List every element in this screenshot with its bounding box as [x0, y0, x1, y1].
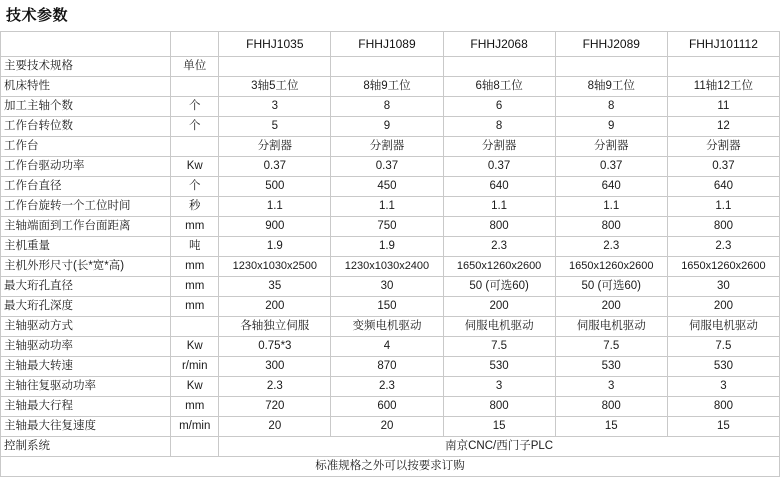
row-value: 530 [443, 357, 555, 377]
row-value: 1230x1030x2400 [331, 257, 443, 277]
row-value: 5 [219, 117, 331, 137]
row-unit [171, 317, 219, 337]
row-unit: 个 [171, 97, 219, 117]
table-row [1, 397, 780, 417]
row-value: 分割器 [555, 137, 667, 157]
row-label: 最大珩孔直径 [1, 277, 171, 297]
row-value: 800 [667, 397, 779, 417]
row-value: 30 [331, 277, 443, 297]
table-row [1, 257, 780, 277]
row-value: 伺服电机驱动 [667, 317, 779, 337]
row-value-merged: 南京CNC/西门子PLC [219, 437, 780, 457]
row-value: 8轴9工位 [331, 77, 443, 97]
row-value: 500 [219, 177, 331, 197]
row-value [555, 57, 667, 77]
row-value: 变频电机驱动 [331, 317, 443, 337]
header-blank-unit [171, 32, 219, 57]
row-value: 200 [555, 297, 667, 317]
row-value: 30 [667, 277, 779, 297]
row-value: 9 [331, 117, 443, 137]
row-unit: mm [171, 217, 219, 237]
row-value: 2.3 [555, 237, 667, 257]
row-value: 11轴12工位 [667, 77, 779, 97]
row-label: 主机外形尺寸(长*宽*高) [1, 257, 171, 277]
row-label: 工作台直径 [1, 177, 171, 197]
row-value: 720 [219, 397, 331, 417]
row-unit: mm [171, 277, 219, 297]
row-value: 2.3 [331, 377, 443, 397]
row-value: 870 [331, 357, 443, 377]
row-unit: Kw [171, 337, 219, 357]
row-value: 450 [331, 177, 443, 197]
row-value: 200 [443, 297, 555, 317]
row-value: 200 [219, 297, 331, 317]
row-value: 800 [443, 217, 555, 237]
row-unit: 吨 [171, 237, 219, 257]
row-value: 1.1 [219, 197, 331, 217]
row-value: 伺服电机驱动 [443, 317, 555, 337]
row-value: 7.5 [667, 337, 779, 357]
row-value: 1.1 [555, 197, 667, 217]
row-value: 640 [667, 177, 779, 197]
row-value: 1.1 [667, 197, 779, 217]
row-value: 1230x1030x2500 [219, 257, 331, 277]
row-value: 6 [443, 97, 555, 117]
row-label: 工作台驱动功率 [1, 157, 171, 177]
row-value: 分割器 [219, 137, 331, 157]
row-label: 主轴端面到工作台面距离 [1, 217, 171, 237]
row-value [331, 57, 443, 77]
table-row [1, 217, 780, 237]
row-label: 工作台旋转一个工位时间 [1, 197, 171, 217]
row-label: 主机重量 [1, 237, 171, 257]
row-value: 各轴独立伺服 [219, 317, 331, 337]
table-header-row [1, 32, 780, 57]
row-value: 530 [667, 357, 779, 377]
row-value: 11 [667, 97, 779, 117]
row-value: 0.75*3 [219, 337, 331, 357]
row-value: 分割器 [331, 137, 443, 157]
row-label: 主轴驱动方式 [1, 317, 171, 337]
header-model-1: FHHJ1035 [219, 32, 331, 57]
row-value: 3轴5工位 [219, 77, 331, 97]
row-value: 2.3 [443, 237, 555, 257]
row-value [219, 57, 331, 77]
header-model-4: FHHJ2089 [555, 32, 667, 57]
row-value: 15 [443, 417, 555, 437]
row-value: 800 [443, 397, 555, 417]
row-value: 750 [331, 217, 443, 237]
row-value [443, 57, 555, 77]
row-value: 8 [555, 97, 667, 117]
row-unit: m/min [171, 417, 219, 437]
row-value: 1.1 [331, 197, 443, 217]
row-value: 50 (可选60) [443, 277, 555, 297]
row-value: 15 [555, 417, 667, 437]
row-value: 640 [443, 177, 555, 197]
row-label: 最大珩孔深度 [1, 297, 171, 317]
row-unit: Kw [171, 377, 219, 397]
table-row [1, 337, 780, 357]
row-value: 900 [219, 217, 331, 237]
row-value: 0.37 [219, 157, 331, 177]
header-model-5: FHHJ101112 [667, 32, 779, 57]
table-row [1, 197, 780, 217]
row-unit [171, 437, 219, 457]
row-value: 600 [331, 397, 443, 417]
row-value: 分割器 [443, 137, 555, 157]
spec-table [0, 31, 780, 477]
row-value: 800 [555, 397, 667, 417]
row-value: 1.9 [331, 237, 443, 257]
row-label: 主轴驱动功率 [1, 337, 171, 357]
row-label: 主轴最大往复速度 [1, 417, 171, 437]
row-value: 20 [331, 417, 443, 437]
row-label: 控制系统 [1, 437, 171, 457]
row-value: 8 [331, 97, 443, 117]
row-value: 800 [555, 217, 667, 237]
row-value: 20 [219, 417, 331, 437]
table-row [1, 297, 780, 317]
footer-note: 标准规格之外可以按要求订购 [1, 457, 780, 477]
row-value: 530 [555, 357, 667, 377]
row-value: 3 [555, 377, 667, 397]
row-unit [171, 137, 219, 157]
table-footer-row [1, 457, 780, 477]
row-value: 7.5 [555, 337, 667, 357]
table-row [1, 177, 780, 197]
row-value: 1650x1260x2600 [443, 257, 555, 277]
row-value: 8轴9工位 [555, 77, 667, 97]
table-row [1, 417, 780, 437]
row-value: 3 [667, 377, 779, 397]
table-row [1, 97, 780, 117]
row-value: 0.37 [331, 157, 443, 177]
row-unit: r/min [171, 357, 219, 377]
row-value: 300 [219, 357, 331, 377]
table-row [1, 237, 780, 257]
table-row [1, 357, 780, 377]
table-row [1, 157, 780, 177]
row-value: 伺服电机驱动 [555, 317, 667, 337]
row-label: 工作台转位数 [1, 117, 171, 137]
row-value: 9 [555, 117, 667, 137]
row-value: 15 [667, 417, 779, 437]
row-value: 1650x1260x2600 [555, 257, 667, 277]
row-value: 200 [667, 297, 779, 317]
table-row-control-system [1, 437, 780, 457]
row-unit: 个 [171, 177, 219, 197]
table-row [1, 77, 780, 97]
row-unit: mm [171, 297, 219, 317]
row-value: 3 [443, 377, 555, 397]
row-unit [171, 77, 219, 97]
row-value: 800 [667, 217, 779, 237]
row-unit: 单位 [171, 57, 219, 77]
table-row [1, 57, 780, 77]
table-body [1, 57, 780, 477]
row-value: 640 [555, 177, 667, 197]
table-row [1, 317, 780, 337]
row-value: 2.3 [219, 377, 331, 397]
row-label: 加工主轴个数 [1, 97, 171, 117]
table-row [1, 377, 780, 397]
row-value: 0.37 [443, 157, 555, 177]
row-value: 35 [219, 277, 331, 297]
row-value: 1.9 [219, 237, 331, 257]
row-value: 4 [331, 337, 443, 357]
row-label: 主轴最大转速 [1, 357, 171, 377]
header-blank-name [1, 32, 171, 57]
row-unit: Kw [171, 157, 219, 177]
row-value: 7.5 [443, 337, 555, 357]
row-unit: 秒 [171, 197, 219, 217]
row-value [667, 57, 779, 77]
row-label: 机床特性 [1, 77, 171, 97]
row-value: 3 [219, 97, 331, 117]
row-value: 150 [331, 297, 443, 317]
row-label: 主轴最大行程 [1, 397, 171, 417]
page-title: 技术参数 [6, 7, 69, 24]
row-value: 12 [667, 117, 779, 137]
row-value: 1.1 [443, 197, 555, 217]
row-unit: mm [171, 397, 219, 417]
row-label: 工作台 [1, 137, 171, 157]
table-row [1, 117, 780, 137]
row-value: 8 [443, 117, 555, 137]
row-label: 主轴往复驱动功率 [1, 377, 171, 397]
table-row [1, 137, 780, 157]
row-value: 0.37 [555, 157, 667, 177]
header-model-2: FHHJ1089 [331, 32, 443, 57]
row-value: 50 (可选60) [555, 277, 667, 297]
row-label: 主要技术规格 [1, 57, 171, 77]
row-unit: mm [171, 257, 219, 277]
row-value: 2.3 [667, 237, 779, 257]
header-model-3: FHHJ2068 [443, 32, 555, 57]
row-value: 0.37 [667, 157, 779, 177]
row-unit: 个 [171, 117, 219, 137]
table-row [1, 277, 780, 297]
row-value: 6轴8工位 [443, 77, 555, 97]
row-value: 分割器 [667, 137, 779, 157]
row-value: 1650x1260x2600 [667, 257, 779, 277]
